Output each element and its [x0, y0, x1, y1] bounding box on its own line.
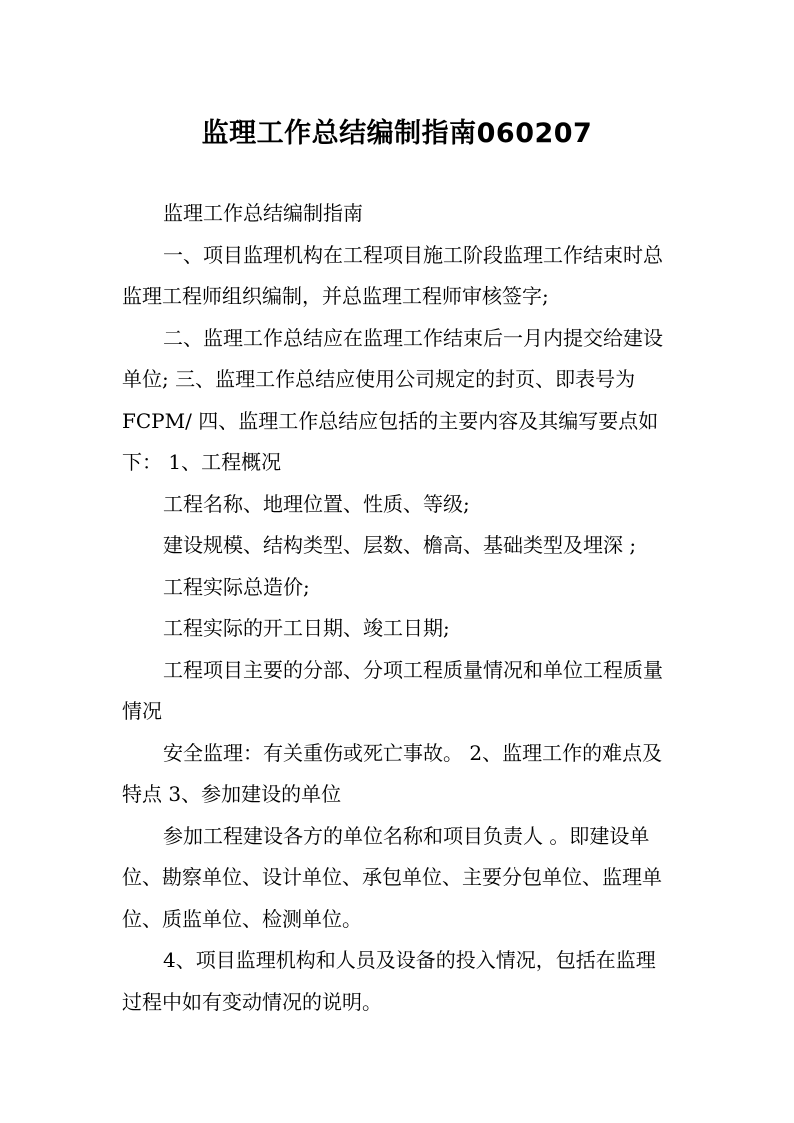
paragraph-2: 二、监理工作总结应在监理工作结束后一月内提交给建设单位; 三、监理工作总结应使用公司规定的封页、即表号为FCPM/ 四、监理工作总结应包括的主要内容及其编写要点如下： 1、工程概况 — [122, 325, 663, 474]
paragraph-9: 参加工程建设各方的单位名称和项目负责人 。即建设单位、勘察单位、设计单位、承包单位、主要分包单位、监理单位、质监单位、检测单位。 — [122, 823, 662, 931]
paragraph-6: 工程实际的开工日期、竣工日期; — [163, 616, 450, 640]
paragraph-1: 一、项目监理机构在工程项目施工阶段监理工作结束时总监理工程师组织编制，并总监理工程师审核签字; — [122, 242, 663, 308]
paragraph-subtitle: 监理工作总结编制指南 — [163, 201, 363, 225]
paragraph-10: 4、项目监理机构和人员及设备的投入情况，包括在监理过程中如有变动情况的说明。 — [122, 948, 656, 1014]
document-title: 监理工作总结编制指南060207 — [201, 118, 593, 150]
document-body — [122, 193, 674, 1023]
paragraph-7: 工程项目主要的分部、分项工程质量情况和单位工程质量情况 — [122, 657, 663, 723]
paragraph-8: 安全监理：有关重伤或死亡事故。 2、监理工作的难点及特点 3、参加建设的单位 — [122, 740, 663, 806]
paragraph-3: 工程名称、地理位置、性质、等级; — [163, 491, 470, 516]
paragraph-5: 工程实际总造价; — [163, 574, 310, 599]
paragraph-4: 建设规模、结构类型、层数、檐高、基础类型及埋深 ; — [163, 533, 637, 557]
